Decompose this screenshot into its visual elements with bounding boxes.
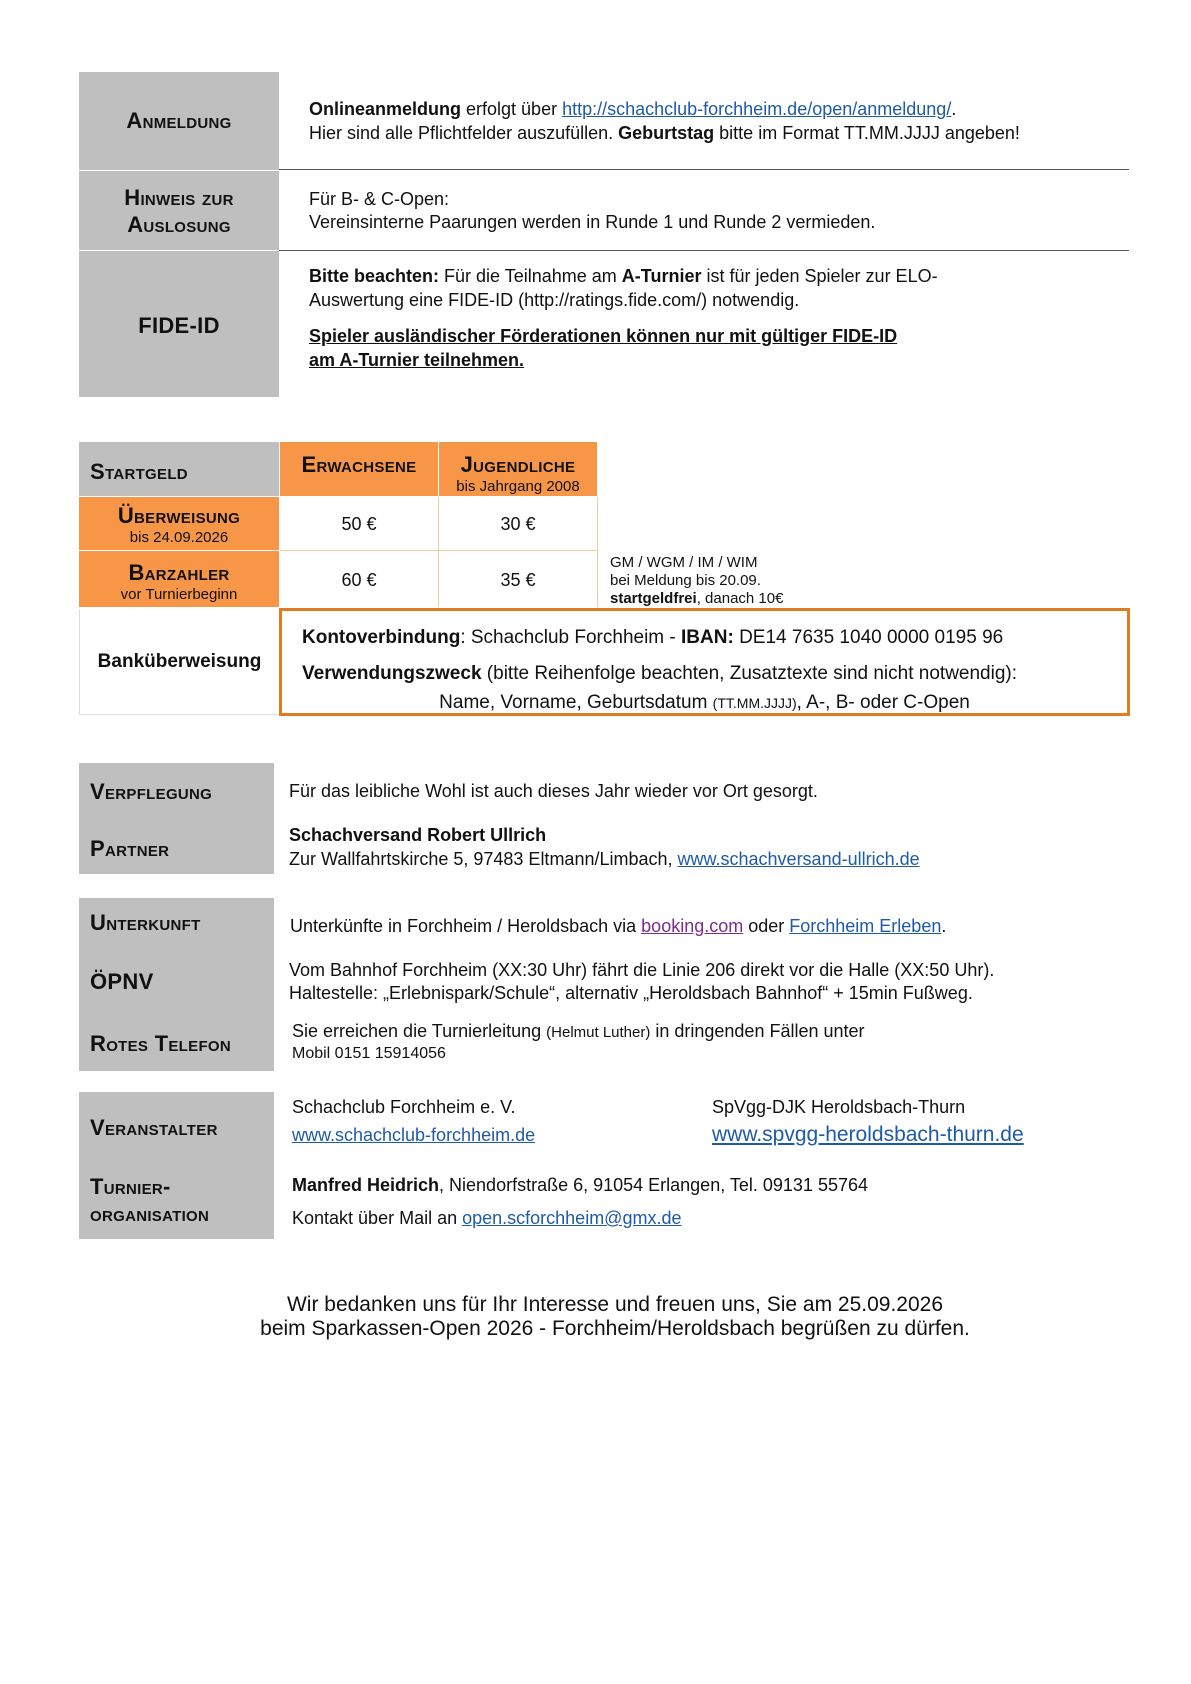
line3-a: Name, Vorname, Geburtsdatum (439, 692, 713, 713)
anmeldung-line2-a: Hier sind alle Pflichtfelder auszufüllen. (309, 123, 619, 143)
hinweis-label-line1: Hinweis zur (124, 185, 234, 210)
organisation-text (292, 1169, 868, 1235)
bank-line3 (282, 692, 1127, 714)
unterkunft-b: oder (743, 916, 790, 936)
zweck-text: (bitte Reihenfolge beachten, Zusatztexte sind nicht notwendig): (481, 663, 1018, 684)
fide-warning-line1: Spieler ausländischer Förderationen können nur mit gültiger FIDE-ID (309, 326, 898, 346)
row1-adult-value: 50 € (280, 497, 439, 551)
row2-youth-value: 35 € (439, 551, 598, 607)
fide-bold2: A-Turnier (621, 266, 702, 286)
konto-text: : Schachclub Forchheim - (460, 627, 682, 648)
organisation-name: Manfred Heidrich (292, 1175, 440, 1195)
organisation-label-line1: Turnier- (90, 1174, 171, 1199)
fide-bold: Bitte beachten: (309, 266, 440, 286)
anmeldung-line2-b: bitte im Format TT.MM.JJJJ angeben! (714, 123, 1020, 143)
organisation-contact-a: Kontakt über Mail an (292, 1208, 463, 1228)
hinweis-label (79, 184, 279, 238)
forchheim-erleben-link[interactable]: Forchheim Erleben (789, 916, 942, 936)
fide-text (309, 264, 1129, 372)
telefon-b: in dringenden Fällen unter (650, 1021, 865, 1041)
bank-zweck-line (302, 663, 1017, 685)
org2-link[interactable]: www.spvgg-heroldsbach-thurn.de (712, 1123, 1024, 1146)
verpflegung-text: Für das leibliche Wohl ist auch dieses Jahr wieder vor Ort gesorgt. (289, 781, 818, 801)
unterkunft-c: . (941, 916, 947, 936)
organisation-address: , Niendorfstraße 6, 91054 Erlangen, Tel. 09131 55764 (439, 1175, 868, 1195)
anmeldung-text (309, 97, 1129, 145)
footer-line2: beim Sparkassen-Open 2026 - Forchheim/Heroldsbach begrüßen zu dürfen. (260, 1317, 970, 1340)
anmeldung-link[interactable]: http://schachclub-forchheim.de/open/anmeldung/ (562, 99, 952, 119)
oepnv-text (289, 959, 994, 1005)
hinweis-text (309, 188, 1129, 234)
oepnv-label: ÖPNV (90, 969, 154, 994)
zweck-bold: Verwendungszweck (302, 663, 482, 684)
fide-label: FIDE-ID (138, 313, 220, 338)
veranstalter-org1 (292, 1093, 535, 1149)
note-line2: bei Meldung bis 20.09. (610, 572, 761, 589)
hinweis-label-line2: Auslosung (127, 212, 231, 237)
fide-b: ist für jeden Spieler zur ELO- (701, 266, 938, 286)
col-youth-label: Jugendliche (460, 452, 576, 477)
col-adult-label: Erwachsene (301, 452, 417, 477)
fide-warning-line2: am A-Turnier teilnehmen. (309, 350, 525, 370)
footer-message (0, 1293, 1191, 1341)
organisation-label-line2: organisation (90, 1201, 210, 1226)
booking-link[interactable]: booking.com (641, 916, 744, 936)
telefon-a: Sie erreichen die Turnierleitung (292, 1021, 547, 1041)
verpflegung-label: Verpflegung (90, 779, 213, 804)
anmeldung-dot: . (951, 99, 957, 119)
bank-label: Banküberweisung (97, 651, 262, 672)
iban-value: DE14 7635 1040 0000 0195 96 (733, 627, 1004, 648)
fide-a: Für die Teilnahme am (439, 266, 622, 286)
footer-line1: Wir bedanken uns für Ihr Interesse und freuen uns, Sie am 25.09.2026 (286, 1293, 944, 1316)
partner-name: Schachversand Robert Ullrich (289, 825, 547, 845)
anmeldung-text-a: erfolgt über (461, 99, 563, 119)
note-line1: GM / WGM / IM / WIM (610, 554, 758, 571)
col-youth-sub: bis Jahrgang 2008 (456, 478, 580, 495)
bank-label-cell (79, 609, 279, 715)
col-adult-header (280, 442, 438, 496)
line3-small: (TT.MM.JJJJ) (712, 695, 797, 711)
organisation-label (90, 1173, 209, 1227)
divider (279, 169, 1129, 170)
telefon-text (292, 1020, 865, 1064)
veranstalter-label: Veranstalter (90, 1115, 218, 1140)
col-youth-header (439, 442, 597, 496)
org1-link[interactable]: www.schachclub-forchheim.de (292, 1125, 536, 1145)
iban-bold: IBAN: (681, 627, 734, 648)
telefon-mobile: Mobil 0151 15914056 (292, 1045, 446, 1062)
unterkunft-a: Unterkünfte in Forchheim / Heroldsbach via (290, 916, 642, 936)
note-end: , danach 10€ (696, 590, 784, 607)
bank-details-box (279, 608, 1130, 716)
row-barzahler-sub: vor Turnierbeginn (120, 586, 238, 603)
partner-address: Zur Wallfahrtskirche 5, 97483 Eltmann/Limbach, (289, 849, 678, 869)
titled-players-note (610, 554, 783, 608)
partner-text (289, 823, 920, 871)
row-ueberweisung-label-cell (79, 497, 279, 550)
oepnv-line2: Haltestelle: „Erlebnispark/Schule“, alternativ „Heroldsbach Bahnhof“ + 15min Fußweg. (289, 983, 973, 1003)
row-ueberweisung-label: Überweisung (117, 503, 241, 528)
veranstalter-org2 (712, 1093, 1024, 1149)
row-barzahler-label: Barzahler (128, 560, 230, 585)
hinweis-line1: Für B- & C-Open: (309, 189, 450, 209)
partner-label: Partner (90, 836, 170, 861)
konto-bold: Kontoverbindung (302, 627, 461, 648)
organisation-email-link[interactable]: open.scforchheim@gmx.de (462, 1208, 682, 1228)
row2-adult-value: 60 € (280, 551, 439, 607)
startgeld-label: Startgeld (90, 459, 188, 484)
telefon-small: (Helmut Luther) (546, 1024, 651, 1041)
anmeldung-label: Anmeldung (126, 108, 232, 133)
note-bold: startgeldfrei (610, 590, 697, 607)
row-ueberweisung-sub: bis 24.09.2026 (129, 529, 229, 546)
org1-name: Schachclub Forchheim e. V. (292, 1097, 516, 1117)
anmeldung-line2-bold: Geburtstag (618, 123, 715, 143)
row1-youth-value: 30 € (439, 497, 598, 551)
row-barzahler-label-cell (79, 551, 279, 607)
hinweis-line2: Vereinsinterne Paarungen werden in Runde 1 und Runde 2 vermieden. (309, 212, 876, 232)
line3-b: , A-, B- oder C-Open (796, 692, 970, 713)
bank-konto-line (302, 627, 1003, 649)
divider (279, 250, 1129, 251)
unterkunft-text (290, 914, 946, 938)
telefon-label: Rotes Telefon (90, 1031, 232, 1056)
anmeldung-bold: Onlineanmeldung (309, 99, 462, 119)
unterkunft-label: Unterkunft (90, 910, 201, 935)
fide-line2: Auswertung eine FIDE-ID (http://ratings.fide.com/) notwendig. (309, 290, 800, 310)
partner-link[interactable]: www.schachversand-ullrich.de (677, 849, 920, 869)
org2-name: SpVgg-DJK Heroldsbach-Thurn (712, 1097, 966, 1117)
oepnv-line1: Vom Bahnhof Forchheim (XX:30 Uhr) fährt die Linie 206 direkt vor die Halle (XX:50 Uhr). (289, 960, 995, 980)
